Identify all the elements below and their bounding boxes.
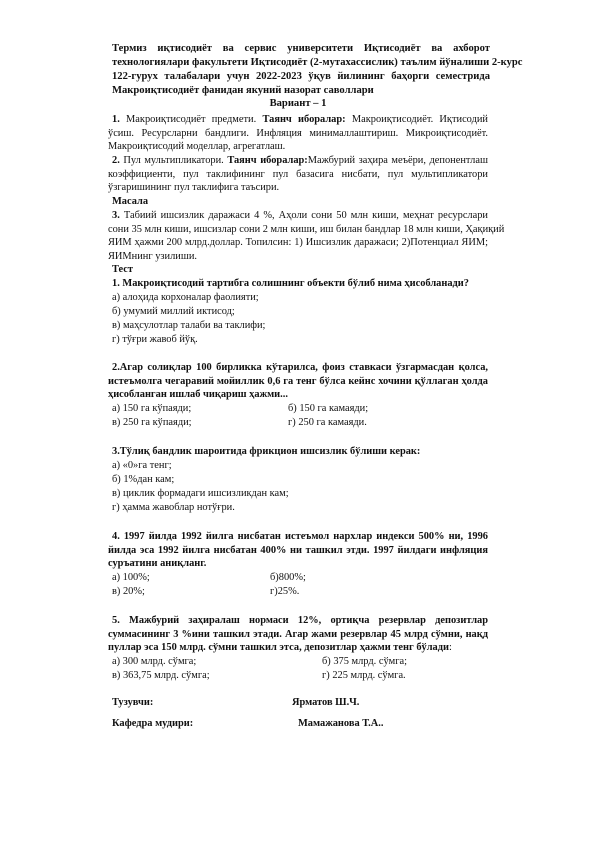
question-2 <box>108 154 488 195</box>
test-1-option-c: в) маҳсулотлар талаби ва таклифи; <box>112 320 266 331</box>
test-5-line-1: 5. Мажбурий заҳиралаш нормаси 12%, ортиқча резервлар депозитлар <box>112 615 488 626</box>
test-2-option-a: а) 150 га кўпаяди; <box>112 403 192 414</box>
test-3-option-b: б) 1%дан кам; <box>112 474 175 485</box>
test-3-option-d: г) ҳамма жавоблар нотўғри. <box>112 502 235 513</box>
question-3-line-3: ЯИМ ҳажми 200 млрд.доллар. Топилсин: 1) Ишсизлик даражаси; 2)Потенциал ЯИМ; <box>108 237 488 249</box>
question-2-line-3: ўзгаришининг пул таклифига таъсири. <box>108 182 280 194</box>
test-2-line-2: истеъмолга чегаравий мойиллик 0,6 га тенг бўлса кейнс хочини қўллаган ҳолда <box>108 375 488 387</box>
question-2-line-1: 2. Пул мультипликатори. Таянч иборалар:Мажбурий заҳира меъёри, депонентлаш <box>112 155 488 166</box>
test-2-option-c: в) 250 га кўпаяди; <box>112 417 192 428</box>
question-1-line-1: 1. Макроиқтисодиёт предмети. Таянч иборалар: Макроиқтисодиёт. Иқтисодий <box>112 114 488 125</box>
masala-title: Масала <box>112 196 149 207</box>
author-name: Ярматов Ш.Ч. <box>292 697 360 708</box>
test-2-option-d: г) 250 га камаяди. <box>288 417 367 428</box>
test-4-option-b: б)800%; <box>270 572 306 583</box>
test-5-line-2: суммасининг 3 %ини ташкил этади. Агар жами резервлар 45 млрд сўмни, нақд <box>108 628 488 640</box>
test-1-option-a: а) алоҳида корхоналар фаолияти; <box>112 292 259 303</box>
test-4-option-d: г)25%. <box>270 586 300 597</box>
test-5-option-d: г) 225 млрд. сўмга. <box>322 670 406 681</box>
test-5-option-c: в) 363,75 млрд. сўмга; <box>112 670 210 681</box>
department-head-name: Мамажанова Т.А.. <box>298 718 384 729</box>
test-title: Тест <box>112 264 133 275</box>
test-1-question: 1. Макроиқтисодий тартибга солишнинг объекти бўлиб нима ҳисобланади? <box>112 278 469 289</box>
question-3-line-1: 3. Табиий ишсизлик даражаси 4 %, Аҳоли сони 50 млн киши, меҳнат ресурслари <box>112 210 488 221</box>
question-3-line-4: ЯИМнинг узилиши. <box>108 250 197 262</box>
test-2-line-3: ҳисобланган ишлаб чиқариш ҳажми... <box>108 389 288 401</box>
variant-title: Вариант – 1 <box>269 98 327 109</box>
header-line-1: Термиз иқтисодиёт ва сервис университети Иқтисодиёт ва ахборот <box>112 43 490 54</box>
test-4-question <box>108 530 488 571</box>
question-1-line-2: ўсиш. Ресурсларни бандлиги. Инфляция минималлаштириш. Микроиқтисодиёт. <box>108 127 488 139</box>
document-header <box>112 42 523 98</box>
test-2-option-b: б) 150 га камаяди; <box>288 403 369 414</box>
test-5-option-a: а) 300 млрд. сўмга; <box>112 656 197 667</box>
test-5-line-3: пуллар эса 150 млрд. сўмни ташкил этса, депозитлар ҳажми тенг бўлади: <box>108 642 452 654</box>
question-2-line-2: коэффициенти, пул таклифининг пул базасига нисбати, пул мультипликатори <box>108 168 488 180</box>
test-3-option-a: а) «0»га тенг; <box>112 460 172 471</box>
test-5-question <box>108 614 488 655</box>
test-2-question <box>108 361 488 402</box>
test-4-option-a: а) 100%; <box>112 572 150 583</box>
test-4-option-c: в) 20%; <box>112 586 145 597</box>
test-4-line-2: йилда эса 1992 йилга нисбатан 400% ни ташкил этди. 1997 йилдаги инфляция <box>108 544 488 556</box>
author-label: Тузувчи: <box>112 697 154 708</box>
header-line-3: 122-гурух талабалари учун 2022-2023 ўқув йилининг баҳорги семестрида <box>112 71 490 82</box>
header-line-2: технологиялари факультети Иқтисодиёт (2-мутахассислик) таълим йўналиши 2-курс <box>112 57 523 68</box>
test-4-line-1: 4. 1997 йилда 1992 йилга нисбатан истеъмол нархлар индекси 500% ни, 1996 <box>112 531 488 542</box>
test-4-line-3: суръатини аниқланг. <box>108 558 207 570</box>
test-3-option-c: в) циклик формадаги ишсизликдан кам; <box>112 488 289 499</box>
question-1-line-3: Макроиқтисодий моделлар, агрегатлаш. <box>108 141 286 153</box>
test-1-option-b: б) умумий миллий иктисод; <box>112 306 235 317</box>
test-1-option-d: г) тўғри жавоб йўқ. <box>112 334 198 345</box>
test-3-question: 3.Тўлиқ бандлик шароитида фрикцион ишсизлик бўлиши керак: <box>112 446 421 457</box>
test-5-option-b: б) 375 млрд. сўмга; <box>322 656 407 667</box>
question-3-line-2: сони 35 млн киши, ишсизлар сони 2 млн киши, иш билан бандлар 18 млн киши, Ҳақиқий <box>108 223 505 235</box>
question-3 <box>108 209 505 263</box>
question-1 <box>108 113 488 154</box>
header-line-4: Макроиқтисодиёт фанидан якуний назорат саволлари <box>112 85 374 96</box>
department-head-label: Кафедра мудири: <box>112 718 194 729</box>
test-2-line-1: 2.Агар солиқлар 100 бирликка кўтарилса, фоиз ставкаси ўзгармасдан қолса, <box>112 362 488 373</box>
